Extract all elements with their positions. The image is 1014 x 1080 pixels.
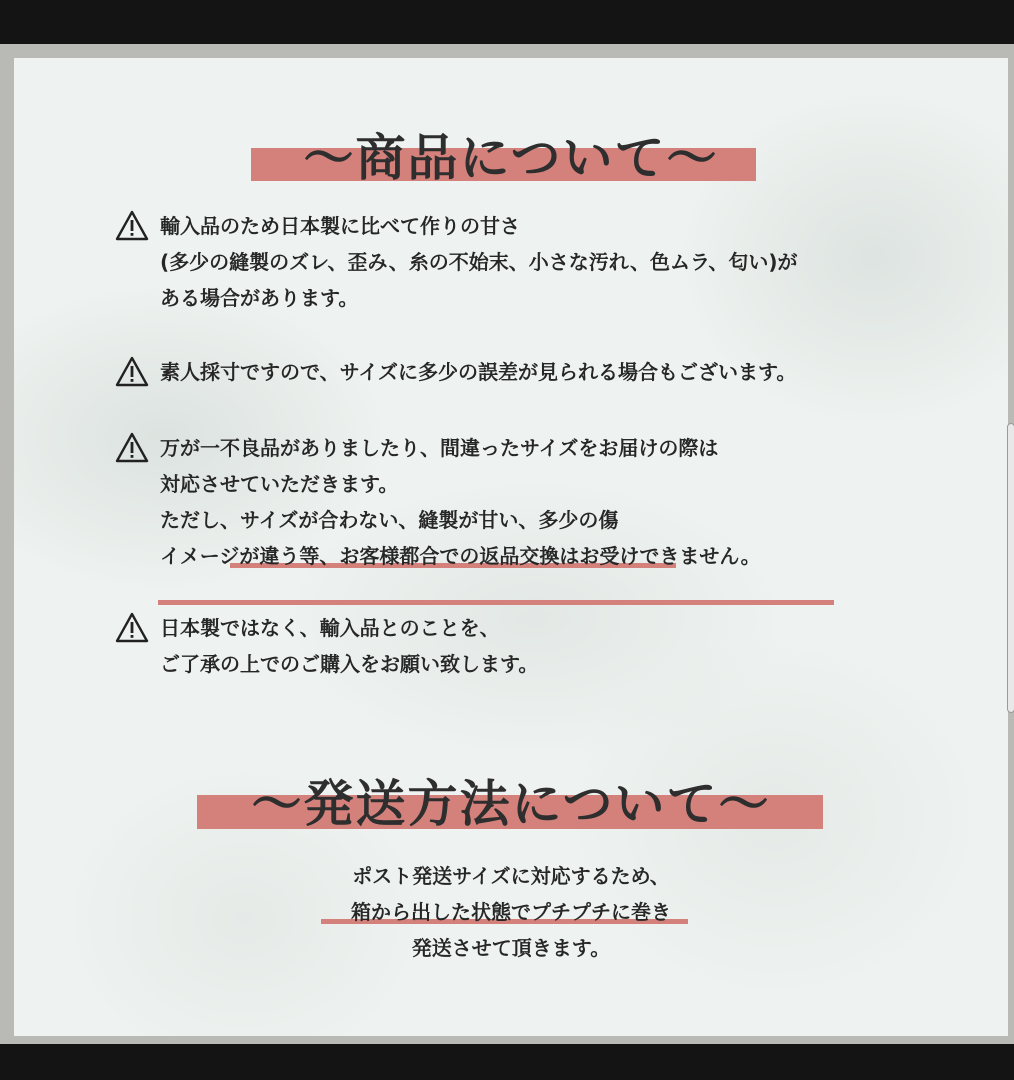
warning-icon [114,208,150,244]
note-line: 素人採寸ですので、サイズに多少の誤差が見られる場合もございます。 [160,360,797,384]
shipping-text [14,858,1008,966]
top-bar [0,0,1014,44]
note-line: ご了承の上でのご購入をお願い致します。 [160,652,539,676]
warning-icon [114,354,150,390]
note-line: 対応させていただきます。 [160,472,399,496]
note-line: 万が一不良品がありましたり、間違ったサイズをお届けの際は [160,436,719,460]
text-underline [158,600,834,605]
scrollbar[interactable] [1007,423,1014,713]
section-title-product: 〜商品について〜 [303,129,719,187]
note-line: 日本製ではなく、輸入品とのことを、 [160,616,500,640]
product-info-card [14,58,1008,1036]
note-line: ただし、サイズが合わない、縫製が甘い、多少の傷 [160,508,619,532]
section-title-shipping: 〜発送方法について〜 [251,775,771,833]
note-line: (多少の縫製のズレ、歪み、糸の不始末、小さな汚れ、色ムラ、匂い)が [160,250,798,274]
warning-icon [114,610,150,646]
bottom-bar [0,1044,1014,1080]
shipping-line: ポスト発送サイズに対応するため、 [352,864,670,888]
note-line: イメージが違う等、お客様都合での返品交換はお受けできません。 [160,544,761,568]
note-line: ある場合があります。 [160,286,359,310]
shipping-line: 発送させて頂きます。 [411,936,611,960]
shipping-line: 箱から出した状態でプチプチに巻き [351,900,671,924]
note-line: 輸入品のため日本製に比べて作りの甘さ [160,214,520,238]
warning-icon [114,430,150,466]
image-frame [0,44,1014,1044]
